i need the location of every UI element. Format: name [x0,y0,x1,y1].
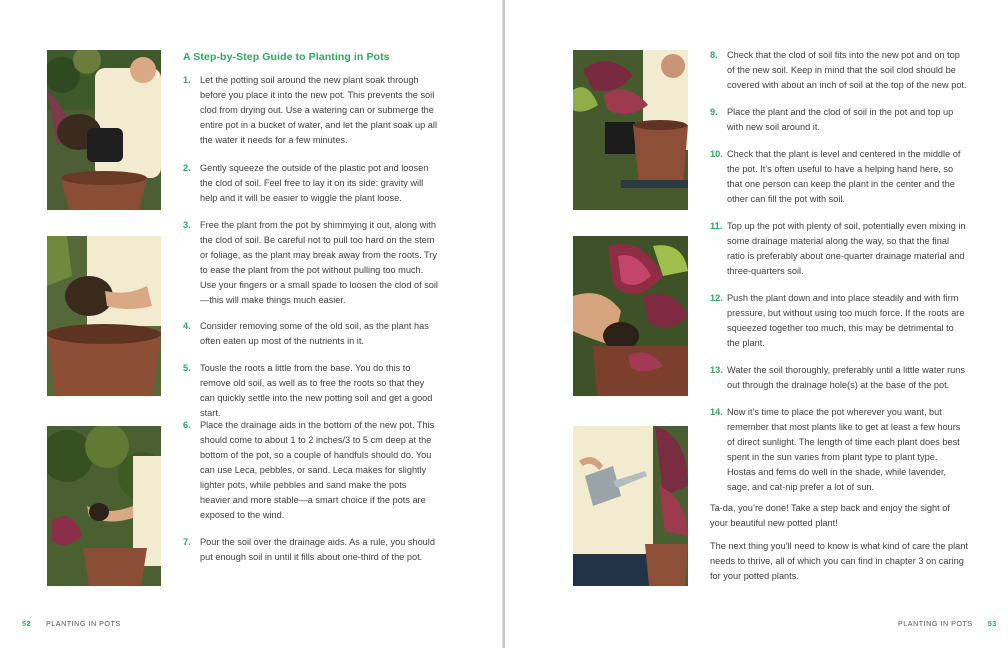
step-text: Place the drainage aids in the bottom of the new pot. This should come to about 1 to 2 inches/3 to 5 cm deep at the bottom of the pot, so a couple of handfuls should do. You can use Leca, pebbles, or sand. Leca makes for slightly lighter pots, while pebbles and sand make the pots heavier and more stable—a smart choice if the pots are exposed to the wind. [200,420,435,520]
step-text: Free the plant from the pot by shimmying it out, along with the clod of soil. Be careful not to pull too hard on the stem or foliage, as the plant may break away from the roots. Try to ease the plant from the pot without pulling too much. Use your fingers or a small spade to loosen the clod of soil—this will make things much easier. [200,220,438,305]
step-number: 11. [710,221,723,231]
step-number: 7. [183,537,191,547]
step-number: 8. [710,50,718,60]
step-text: Check that the clod of soil fits into the new pot and on top of the new soil. Keep in mind that the soil clod should be covered with about an inch of soil at the top of the new pot. [727,50,967,90]
step-text: Consider removing some of the old soil, as the plant has often eaten up most of the nutrients in it. [200,321,429,346]
closing-paragraph: Ta-da, you’re done! Take a step back and enjoy the sight of your beautiful new potted plant! [710,503,950,528]
photo-hands-planting-coleus [573,236,688,396]
page-number: 53 [987,619,997,628]
step-number: 3. [183,220,191,230]
step-number: 14. [710,407,723,417]
step-1 [183,73,439,148]
step-12 [710,291,968,351]
step-text: Pour the soil over the drainage aids. As a rule, you should put enough soil in until it fills about one-third of the pot. [200,537,435,562]
step-7 [183,535,439,565]
photo-watering-can [573,426,688,586]
step-text: Tousle the roots a little from the base. You do this to remove old soil, as well as to free the roots so that they can quickly settle into the new potting soil and get a good start. [200,363,433,418]
step-11 [710,219,968,279]
step-8 [710,48,968,93]
step-number: 13. [710,365,723,375]
left-folio [22,619,121,628]
step-10 [710,147,968,207]
step-text: Water the soil thoroughly, preferably until a little water runs out through the drainage hole(s) at the base of the pot. [727,365,965,390]
step-3 [183,218,439,308]
step-text: Top up the pot with plenty of soil, potentially even mixing in some drainage material along the way, so that the final ratio is preferably about one-quarter drainage material and three-quarters soil. [727,221,966,276]
step-number: 1. [183,75,191,85]
step-5 [183,361,439,421]
step-text: Let the potting soil around the new plant soak through before you place it into the new pot. This prevents the soil clod from drying out. Use a watering can or submerge the entire pot in a bucket of water, and let the plant soak up all the water it needs for a few minutes. [200,75,437,145]
step-14 [710,405,968,495]
step-number: 5. [183,363,191,373]
step-text: Now it’s time to place the pot wherever you want, but remember that most plants like to get at least a few hours of direct sunlight. The length of time each plant does best spent in the sun varies from plant type to plant type. Hostas and ferns do well in the shade, while lavender, sage, and cat-nip prefer a lot of sun. [727,407,961,492]
running-head: PLANTING IN POTS [46,619,121,628]
step-text: Check that the plant is level and centered in the middle of the pot. It’s often useful to have a helping hand here, so that one person can keep the plant in the center and the other can fill the pot with soil. [727,149,961,204]
step-6 [183,418,439,523]
step-number: 12. [710,293,723,303]
step-number: 6. [183,420,191,430]
step-13 [710,363,968,393]
step-2 [183,161,439,206]
page-heading: A Step-by-Step Guide to Planting in Pots [183,51,390,63]
step-4 [183,319,439,349]
photo-placing-plant-in-garden [47,426,161,586]
step-9 [710,105,968,135]
step-text: Gently squeeze the outside of the plastic pot and loosen the clod of soil. Feel free to lay it on its side: gravity will help and it will be easier to wiggle the plant loose. [200,163,429,203]
step-number: 2. [183,163,191,173]
closing-paragraph: The next thing you’ll need to know is what kind of care the plant needs to thrive, all of which you can find in chapter 3 on caring for your potted plants. [710,541,968,581]
photo-loosening-root-ball [47,236,161,396]
photo-man-lifting-plant-from-pot [47,50,161,210]
left-page [0,0,503,648]
step-number: 4. [183,321,191,331]
running-head: PLANTING IN POTS [898,619,973,628]
step-number: 9. [710,107,718,117]
page-number: 52 [22,619,31,628]
step-number: 10. [710,149,723,159]
step-text: Place the plant and the clod of soil in the pot and top up with new soil around it. [727,107,954,132]
right-folio [898,619,997,628]
photo-coleus-in-terracotta-pot [573,50,688,210]
step-text: Push the plant down and into place steadily and with firm pressure, but without using too much force. If the roots are squeezed together too much, this may be detrimental to the plant. [727,293,965,348]
